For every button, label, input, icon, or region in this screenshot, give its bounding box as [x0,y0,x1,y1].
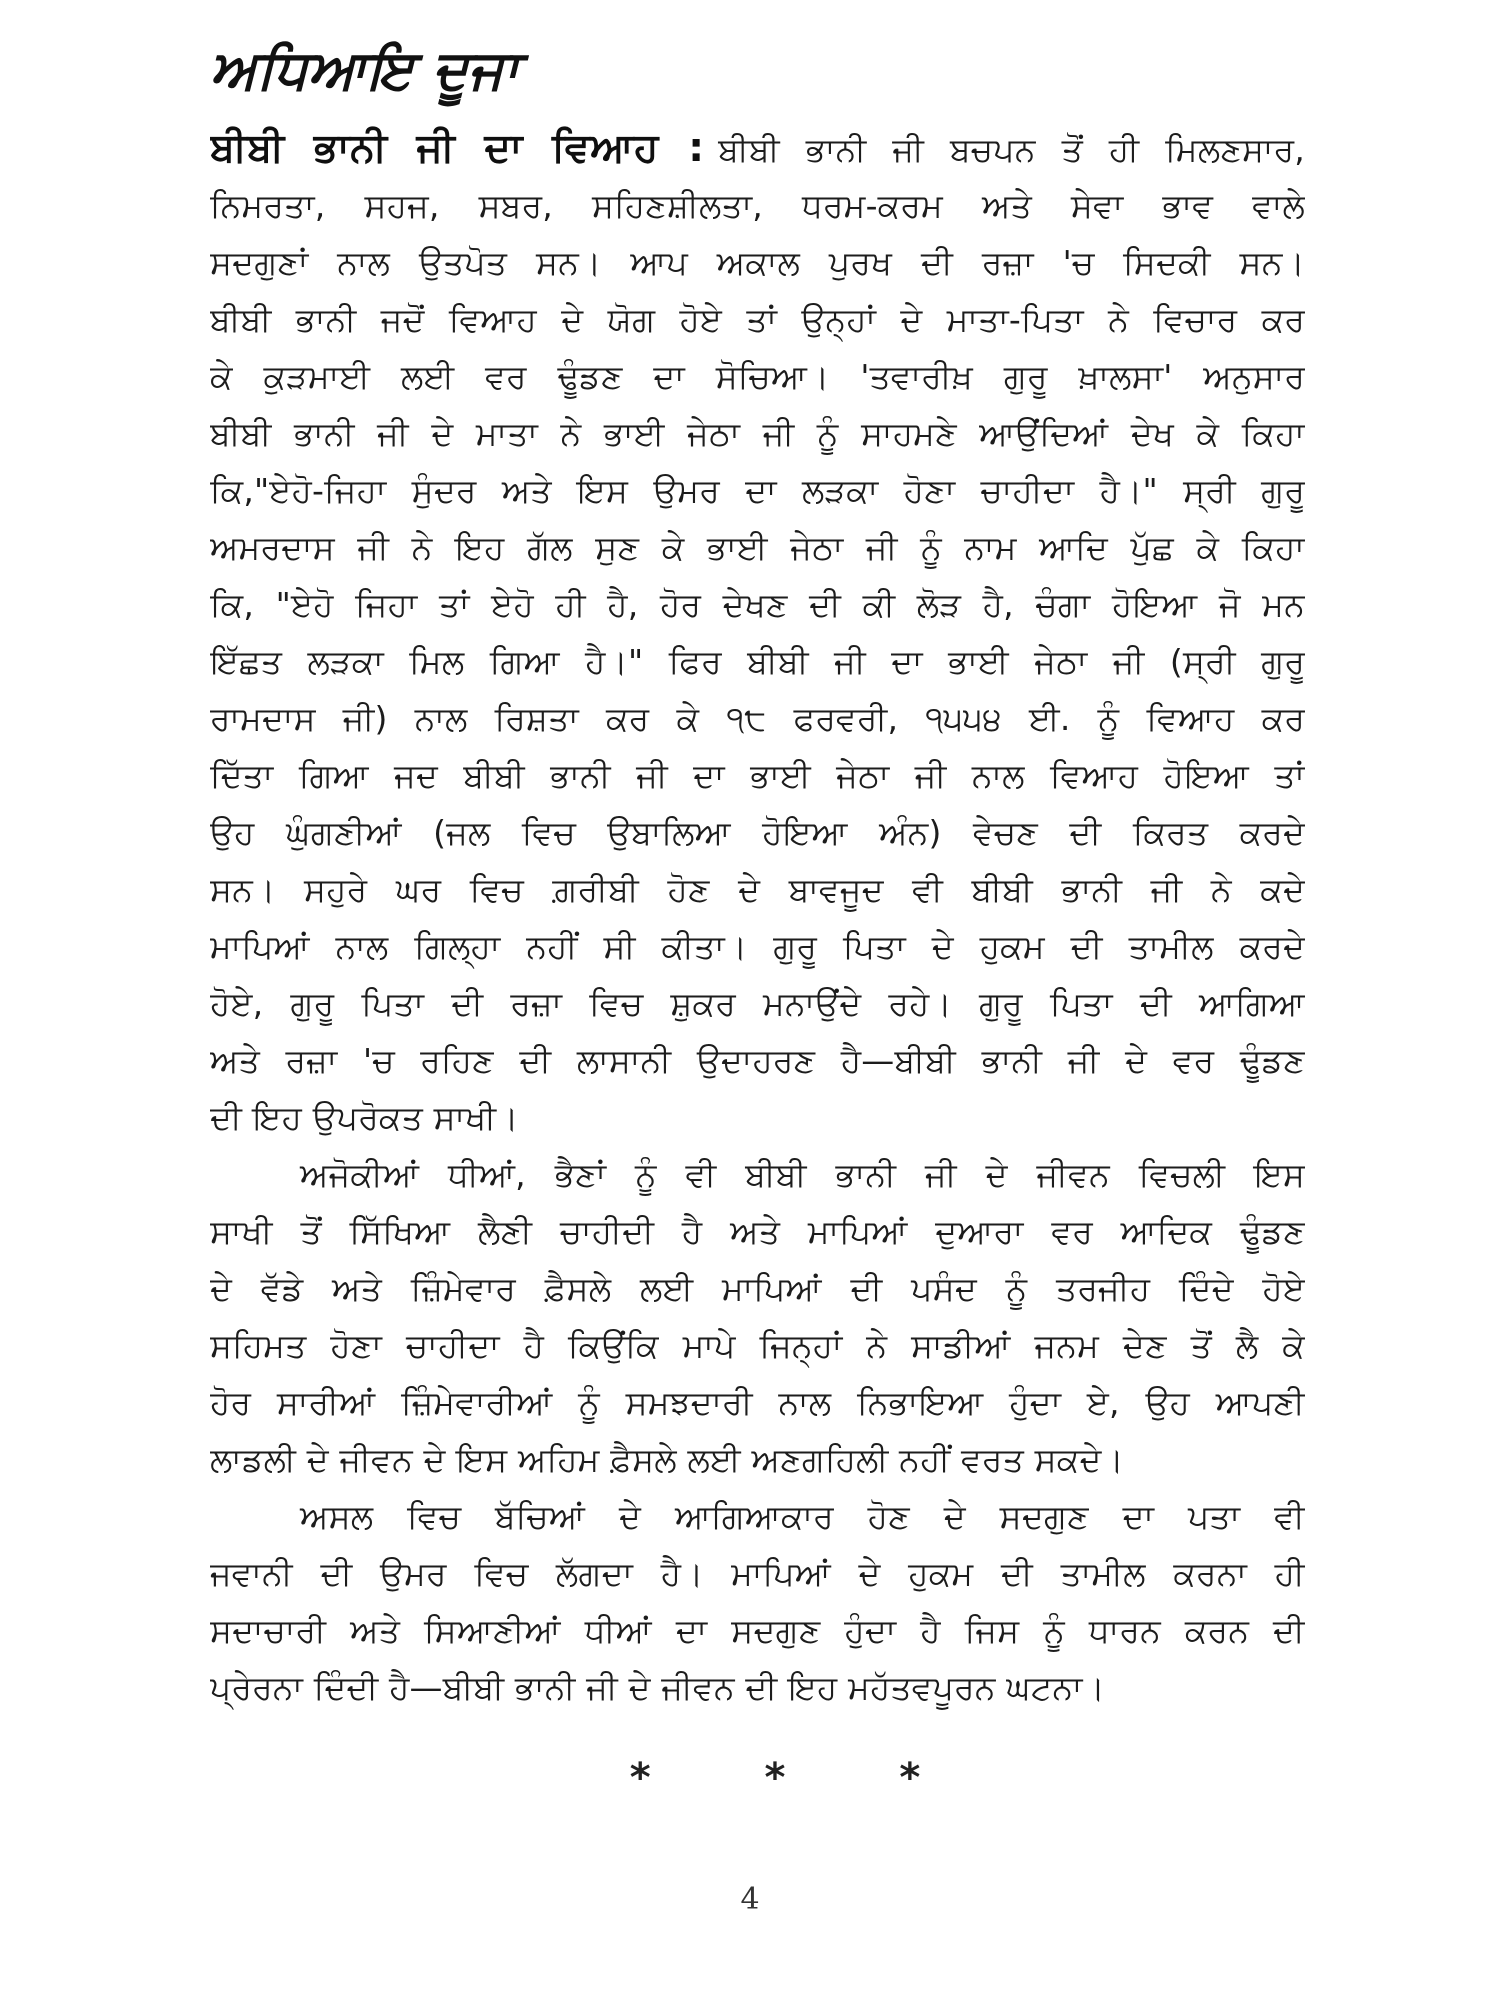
text-line: ਨਿਮਰਤਾ, ਸਹਜ, ਸਬਰ, ਸਹਿਣਸ਼ੀਲਤਾ, ਧਰਮ-ਕਰਮ ਅਤੇ ਸੇਵਾ ਭਾਵ ਵਾਲੇ [210,186,1305,225]
text-line: ਸਾਖੀ ਤੋਂ ਸਿੱਖਿਆ ਲੈਣੀ ਚਾਹੀਦੀ ਹੈ ਅਤੇ ਮਾਪਿਆਂ ਦੁਆਰਾ ਵਰ ਆਦਿਕ ਢੂੰਡਣ [210,1212,1305,1251]
text-line: ਕੇ ਕੁੜਮਾਈ ਲਈ ਵਰ ਢੂੰਡਣ ਦਾ ਸੋਚਿਆ। 'ਤਵਾਰੀਖ਼ ਗੁਰੂ ਖ਼ਾਲਸਾ' ਅਨੁਸਾਰ [210,357,1305,396]
text-line: ਲਾਡਲੀ ਦੇ ਜੀਵਨ ਦੇ ਇਸ ਅਹਿਮ ਫ਼ੈਸਲੇ ਲਈ ਅਣਗਹਿਲੀ ਨਹੀਂ ਵਰਤ ਸਕਦੇ। [210,1440,1124,1479]
text-line: ਇੱਛਤ ਲੜਕਾ ਮਿਲ ਗਿਆ ਹੈ।" ਫਿਰ ਬੀਬੀ ਜੀ ਦਾ ਭਾਈ ਜੇਠਾ ਜੀ (ਸ੍ਰੀ ਗੁਰੂ [210,642,1305,681]
section-heading: ਬੀਬੀ ਭਾਨੀ ਜੀ ਦਾ ਵਿਆਹ : [210,125,705,171]
page-number: 4 [740,1882,760,1917]
text-line: ਪ੍ਰੇਰਨਾ ਦਿੰਦੀ ਹੈ—ਬੀਬੀ ਭਾਨੀ ਜੀ ਦੇ ਜੀਵਨ ਦੀ ਇਹ ਮਹੱਤਵਪੂਰਨ ਘਟਨਾ। [210,1668,1106,1707]
text-line: ਜਵਾਨੀ ਦੀ ਉਮਰ ਵਿਚ ਲੱਗਦਾ ਹੈ। ਮਾਪਿਆਂ ਦੇ ਹੁਕਮ ਦੀ ਤਾਮੀਲ ਕਰਨਾ ਹੀ [210,1554,1305,1593]
text-line: ਹੋਏ, ਗੁਰੂ ਪਿਤਾ ਦੀ ਰਜ਼ਾ ਵਿਚ ਸ਼ੁਕਰ ਮਨਾਉਂਦੇ ਰਹੇ। ਗੁਰੂ ਪਿਤਾ ਦੀ ਆਗਿਆ [210,984,1305,1023]
text-line: ਕਿ,"ਏਹੋ-ਜਿਹਾ ਸੁੰਦਰ ਅਤੇ ਇਸ ਉਮਰ ਦਾ ਲੜਕਾ ਹੋਣਾ ਚਾਹੀਦਾ ਹੈ।" ਸ੍ਰੀ ਗੁਰੂ [210,471,1305,510]
text-line: ਅਤੇ ਰਜ਼ਾ 'ਚ ਰਹਿਣ ਦੀ ਲਾਸਾਨੀ ਉਦਾਹਰਣ ਹੈ—ਬੀਬੀ ਭਾਨੀ ਜੀ ਦੇ ਵਰ ਢੂੰਡਣ [210,1041,1305,1080]
text-line: ਬੀਬੀ ਭਾਨੀ ਜੀ ਦੇ ਮਾਤਾ ਨੇ ਭਾਈ ਜੇਠਾ ਜੀ ਨੂੰ ਸਾਹਮਣੇ ਆਉਂਦਿਆਂ ਦੇਖ ਕੇ ਕਿਹਾ [210,414,1305,453]
section-separator: * * * [629,1755,971,1801]
text-line [210,120,1305,177]
text-line: ਸਦਗੁਣਾਂ ਨਾਲ ਉਤਪੋਤ ਸਨ। ਆਪ ਅਕਾਲ ਪੁਰਖ ਦੀ ਰਜ਼ਾ 'ਚ ਸਿਦਕੀ ਸਨ। [210,243,1305,282]
text-line: ਦੀ ਇਹ ਉਪਰੋਕਤ ਸਾਖੀ। [210,1098,519,1137]
text-line: ਅਜੋਕੀਆਂ ਧੀਆਂ, ਭੈਣਾਂ ਨੂੰ ਵੀ ਬੀਬੀ ਭਾਨੀ ਜੀ ਦੇ ਜੀਵਨ ਵਿਚਲੀ ਇਸ [300,1155,1305,1194]
text-line: ਉਹ ਘੁੰਗਣੀਆਂ (ਜਲ ਵਿਚ ਉਬਾਲਿਆ ਹੋਇਆ ਅੰਨ) ਵੇਚਣ ਦੀ ਕਿਰਤ ਕਰਦੇ [210,813,1305,852]
text-line: ਦਿੱਤਾ ਗਿਆ ਜਦ ਬੀਬੀ ਭਾਨੀ ਜੀ ਦਾ ਭਾਈ ਜੇਠਾ ਜੀ ਨਾਲ ਵਿਆਹ ਹੋਇਆ ਤਾਂ [210,756,1305,795]
text-line: ਹੋਰ ਸਾਰੀਆਂ ਜ਼ਿੰਮੇਵਾਰੀਆਂ ਨੂੰ ਸਮਝਦਾਰੀ ਨਾਲ ਨਿਭਾਇਆ ਹੁੰਦਾ ਏ, ਉਹ ਆਪਣੀ [210,1383,1305,1422]
text-line: ਸਨ। ਸਹੁਰੇ ਘਰ ਵਿਚ ਗ਼ਰੀਬੀ ਹੋਣ ਦੇ ਬਾਵਜੂਦ ਵੀ ਬੀਬੀ ਭਾਨੀ ਜੀ ਨੇ ਕਦੇ [210,870,1305,909]
text-line: ਅਸਲ ਵਿਚ ਬੱਚਿਆਂ ਦੇ ਆਗਿਆਕਾਰ ਹੋਣ ਦੇ ਸਦਗੁਣ ਦਾ ਪਤਾ ਵੀ [300,1497,1305,1536]
text-line: ਬੀਬੀ ਭਾਨੀ ਜਦੋਂ ਵਿਆਹ ਦੇ ਯੋਗ ਹੋਏ ਤਾਂ ਉਨ੍ਹਾਂ ਦੇ ਮਾਤਾ-ਪਿਤਾ ਨੇ ਵਿਚਾਰ ਕਰ [210,300,1305,339]
text-line: ਸਦਾਚਾਰੀ ਅਤੇ ਸਿਆਣੀਆਂ ਧੀਆਂ ਦਾ ਸਦਗੁਣ ਹੁੰਦਾ ਹੈ ਜਿਸ ਨੂੰ ਧਾਰਨ ਕਰਨ ਦੀ [210,1611,1305,1650]
text-line: ਸਹਿਮਤ ਹੋਣਾ ਚਾਹੀਦਾ ਹੈ ਕਿਉਂਕਿ ਮਾਪੇ ਜਿਨ੍ਹਾਂ ਨੇ ਸਾਡੀਆਂ ਜਨਮ ਦੇਣ ਤੋਂ ਲੈ ਕੇ [210,1326,1305,1365]
text-line: ਅਮਰਦਾਸ ਜੀ ਨੇ ਇਹ ਗੱਲ ਸੁਣ ਕੇ ਭਾਈ ਜੇਠਾ ਜੀ ਨੂੰ ਨਾਮ ਆਦਿ ਪੁੱਛ ਕੇ ਕਿਹਾ [210,528,1305,567]
chapter-title: ਅਧਿਆਇ ਦੂਜਾ [210,38,519,101]
text-line: ਰਾਮਦਾਸ ਜੀ) ਨਾਲ ਰਿਸ਼ਤਾ ਕਰ ਕੇ ੧੮ ਫਰਵਰੀ, ੧੫੫੪ ਈ. ਨੂੰ ਵਿਆਹ ਕਰ [210,699,1305,738]
text-line: ਦੇ ਵੱਡੇ ਅਤੇ ਜ਼ਿੰਮੇਵਾਰ ਫ਼ੈਸਲੇ ਲਈ ਮਾਪਿਆਂ ਦੀ ਪਸੰਦ ਨੂੰ ਤਰਜੀਹ ਦਿੰਦੇ ਹੋਏ [210,1269,1305,1308]
text-line: ਮਾਪਿਆਂ ਨਾਲ ਗਿਲ੍ਹਾ ਨਹੀਂ ਸੀ ਕੀਤਾ। ਗੁਰੂ ਪਿਤਾ ਦੇ ਹੁਕਮ ਦੀ ਤਾਮੀਲ ਕਰਦੇ [210,927,1305,966]
text-line-content: ਬੀਬੀ ਭਾਨੀ ਜੀ ਬਚਪਨ ਤੋਂ ਹੀ ਮਿਲਣਸਾਰ, [718,130,1305,169]
body-text [210,120,1305,1716]
text-line: ਕਿ, "ਏਹੋ ਜਿਹਾ ਤਾਂ ਏਹੋ ਹੀ ਹੈ, ਹੋਰ ਦੇਖਣ ਦੀ ਕੀ ਲੋੜ ਹੈ, ਚੰਗਾ ਹੋਇਆ ਜੋ ਮਨ [210,585,1305,624]
